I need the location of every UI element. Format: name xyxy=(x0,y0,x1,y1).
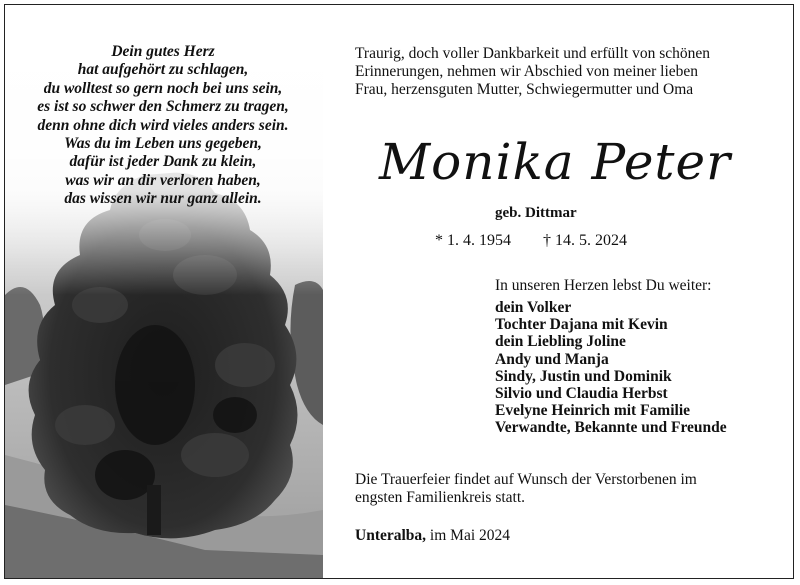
obituary-text xyxy=(355,5,775,578)
poem-line: du wolltest so gern noch bei uns sein, xyxy=(43,79,283,97)
mourner-name: dein Liebling Joline xyxy=(495,333,626,351)
intro-line: Erinnerungen, nehmen wir Abschied von meiner lieben xyxy=(355,63,699,80)
poem xyxy=(13,43,313,209)
poem-line: Was du im Leben uns gegeben, xyxy=(64,135,262,153)
poem-line: es ist so schwer den Schmerz zu tragen, xyxy=(37,98,289,116)
maiden-name: geb. Dittmar xyxy=(495,205,577,221)
poem-line: was wir an dir verloren haben, xyxy=(65,171,261,189)
funeral-notice xyxy=(355,471,760,507)
mourner-name: Tochter Dajana mit Kevin xyxy=(495,316,668,334)
intro-line: Traurig, doch voller Dankbarkeit und erfüllt von schönen xyxy=(355,45,710,62)
funeral-line: engsten Familienkreis statt. xyxy=(355,489,526,506)
mourner-name: Sindy, Justin und Dominik xyxy=(495,367,672,385)
poem-line: dafür ist jeder Dank zu klein, xyxy=(69,153,257,171)
place-name: Unteralba, xyxy=(355,527,427,544)
mourners-lead: In unseren Herzen lebst Du weiter: xyxy=(495,277,712,294)
intro-paragraph xyxy=(355,45,760,99)
obituary-frame xyxy=(4,4,794,579)
tree-photo xyxy=(5,5,323,578)
mourner-name: dein Volker xyxy=(495,299,572,316)
place-date xyxy=(355,527,510,545)
mourners-list xyxy=(495,299,727,437)
closing-date: im Mai 2024 xyxy=(429,527,511,544)
funeral-line: Die Trauerfeier findet auf Wunsch der Verstorbenen im xyxy=(355,471,697,488)
poem-line: hat aufgehört zu schlagen, xyxy=(77,61,249,79)
mourner-name: Silvio und Claudia Herbst xyxy=(495,385,668,403)
poem-line: Dein gutes Herz xyxy=(111,43,215,60)
mourners-block xyxy=(495,277,727,437)
mourner-name: Verwandte, Bekannte und Freunde xyxy=(495,419,727,437)
mourner-name: Andy und Manja xyxy=(495,350,609,368)
poem-line: das wissen wir nur ganz allein. xyxy=(64,190,262,208)
life-dates xyxy=(435,232,627,250)
intro-line: Frau, herzensguten Mutter, Schwiegermutter und Oma xyxy=(355,81,694,98)
birth-date: * 1. 4. 1954 xyxy=(435,232,511,249)
deceased-name: Monika Peter xyxy=(378,133,732,191)
death-date: † 14. 5. 2024 xyxy=(543,232,627,249)
poem-line: denn ohne dich wird vieles anders sein. xyxy=(37,116,289,134)
mourner-name: Evelyne Heinrich mit Familie xyxy=(495,402,691,420)
